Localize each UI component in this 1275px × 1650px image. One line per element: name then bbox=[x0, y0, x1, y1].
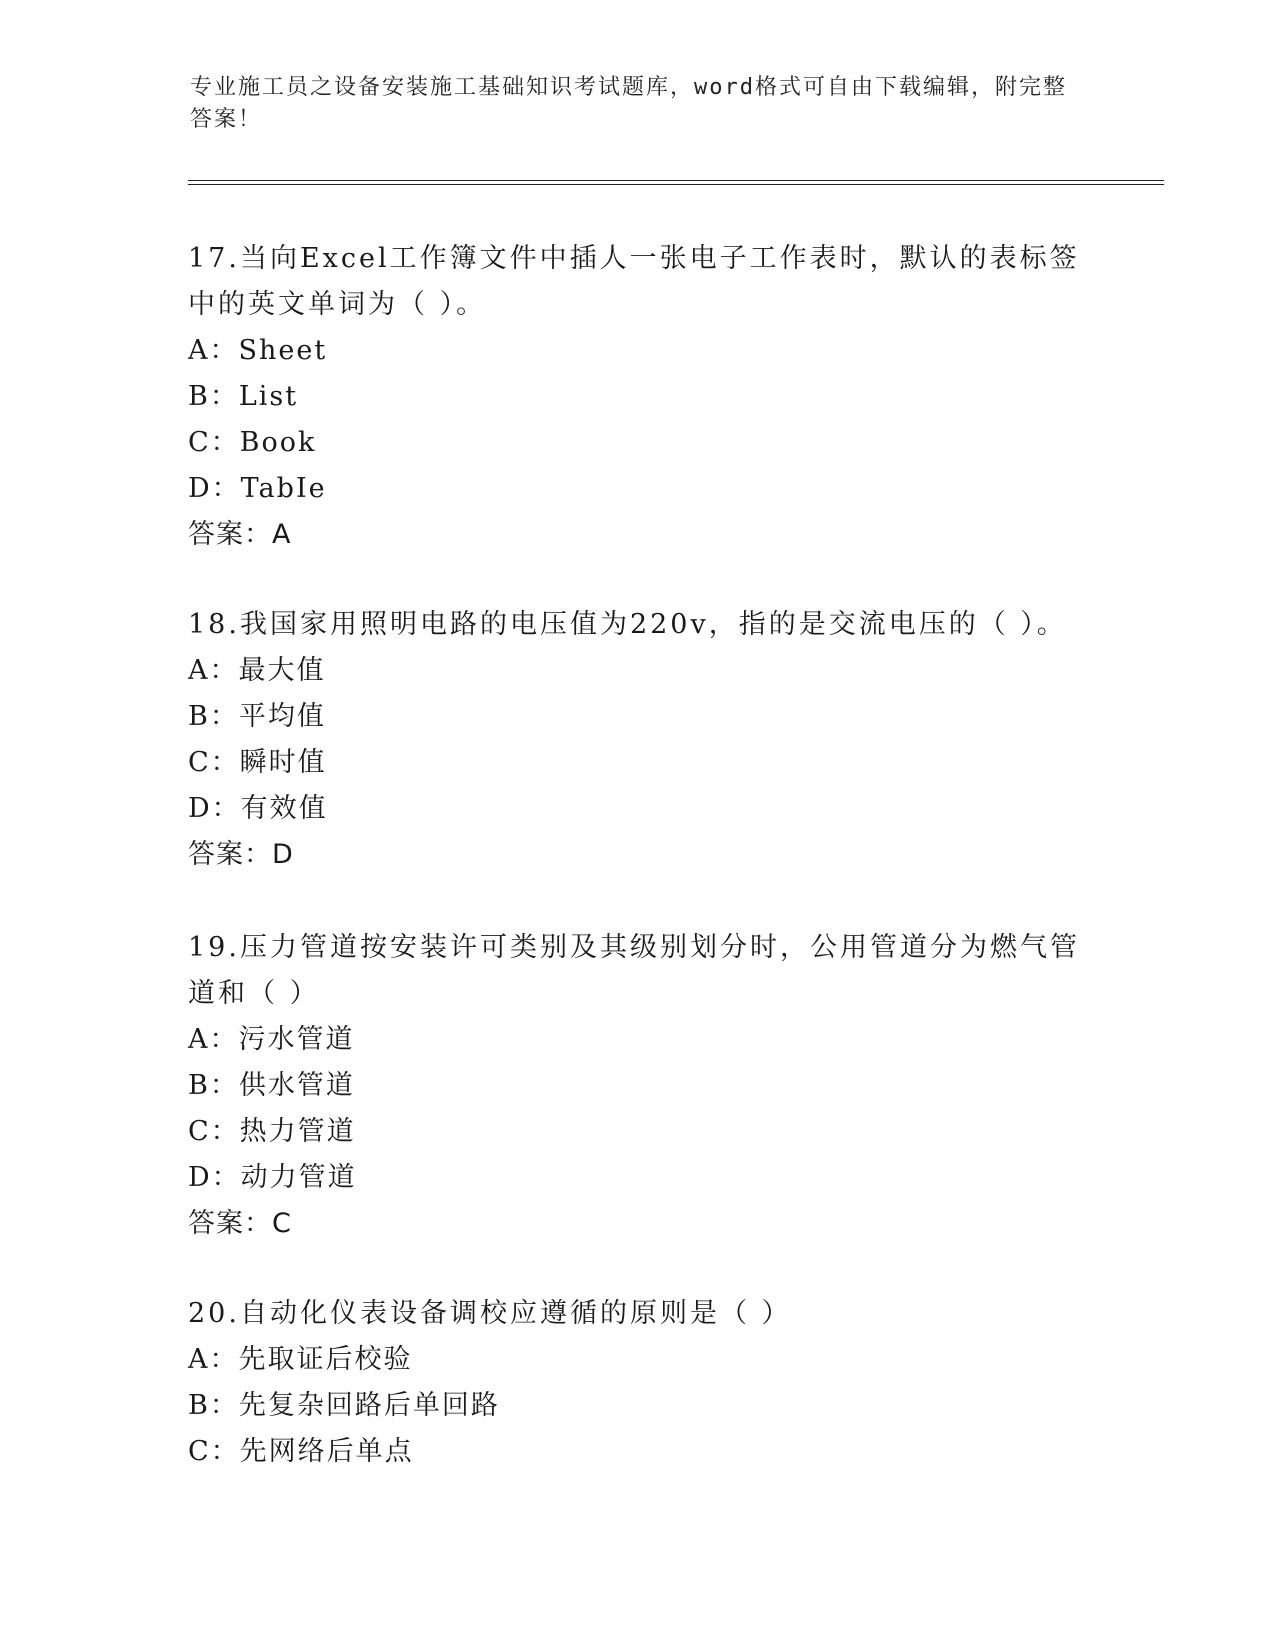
option-a: A：最大值 bbox=[188, 655, 326, 686]
option-c: C：Book bbox=[188, 427, 317, 458]
question-text: 18.我国家用照明电路的电压值为220v，指的是交流电压的（ ）。 bbox=[188, 609, 1067, 640]
option-d: D：动力管道 bbox=[188, 1162, 357, 1193]
answer: 答案：D bbox=[188, 839, 294, 870]
option-d: D：有效值 bbox=[188, 793, 328, 824]
option-c: C：热力管道 bbox=[188, 1116, 356, 1147]
question-18 bbox=[188, 602, 1088, 878]
answer: 答案：A bbox=[188, 519, 292, 550]
option-a: A：先取证后校验 bbox=[188, 1344, 413, 1375]
option-c: C：瞬时值 bbox=[188, 747, 327, 778]
question-text: 20.自动化仪表设备调校应遵循的原则是（ ） bbox=[188, 1298, 792, 1329]
option-b: B：平均值 bbox=[188, 701, 326, 732]
question-20 bbox=[188, 1291, 1088, 1475]
option-d: D：TabIe bbox=[188, 473, 327, 504]
question-19 bbox=[188, 925, 1088, 1247]
header-divider-line-double bbox=[188, 184, 1164, 185]
option-b: B：List bbox=[188, 381, 299, 412]
option-b: B：供水管道 bbox=[188, 1070, 355, 1101]
option-b: B：先复杂回路后单回路 bbox=[188, 1390, 500, 1421]
answer: 答案：C bbox=[188, 1208, 292, 1239]
option-a: A：Sheet bbox=[188, 335, 328, 366]
question-text: 19.压力管道按安装许可类别及其级别划分时，公用管道分为燃气管道和（ ） bbox=[188, 932, 1080, 1009]
option-c: C：先网络后单点 bbox=[188, 1436, 414, 1467]
question-text: 17.当向Excel工作簿文件中插人一张电子工作表时，默认的表标签中的英文单词为（ ）。 bbox=[188, 243, 1080, 320]
header-divider-line bbox=[188, 180, 1164, 181]
header-note: 专业施工员之设备安装施工基础知识考试题库，word格式可自由下载编辑，附完整答案！ bbox=[190, 75, 1067, 132]
question-17 bbox=[188, 236, 1088, 558]
option-a: A：污水管道 bbox=[188, 1024, 355, 1055]
